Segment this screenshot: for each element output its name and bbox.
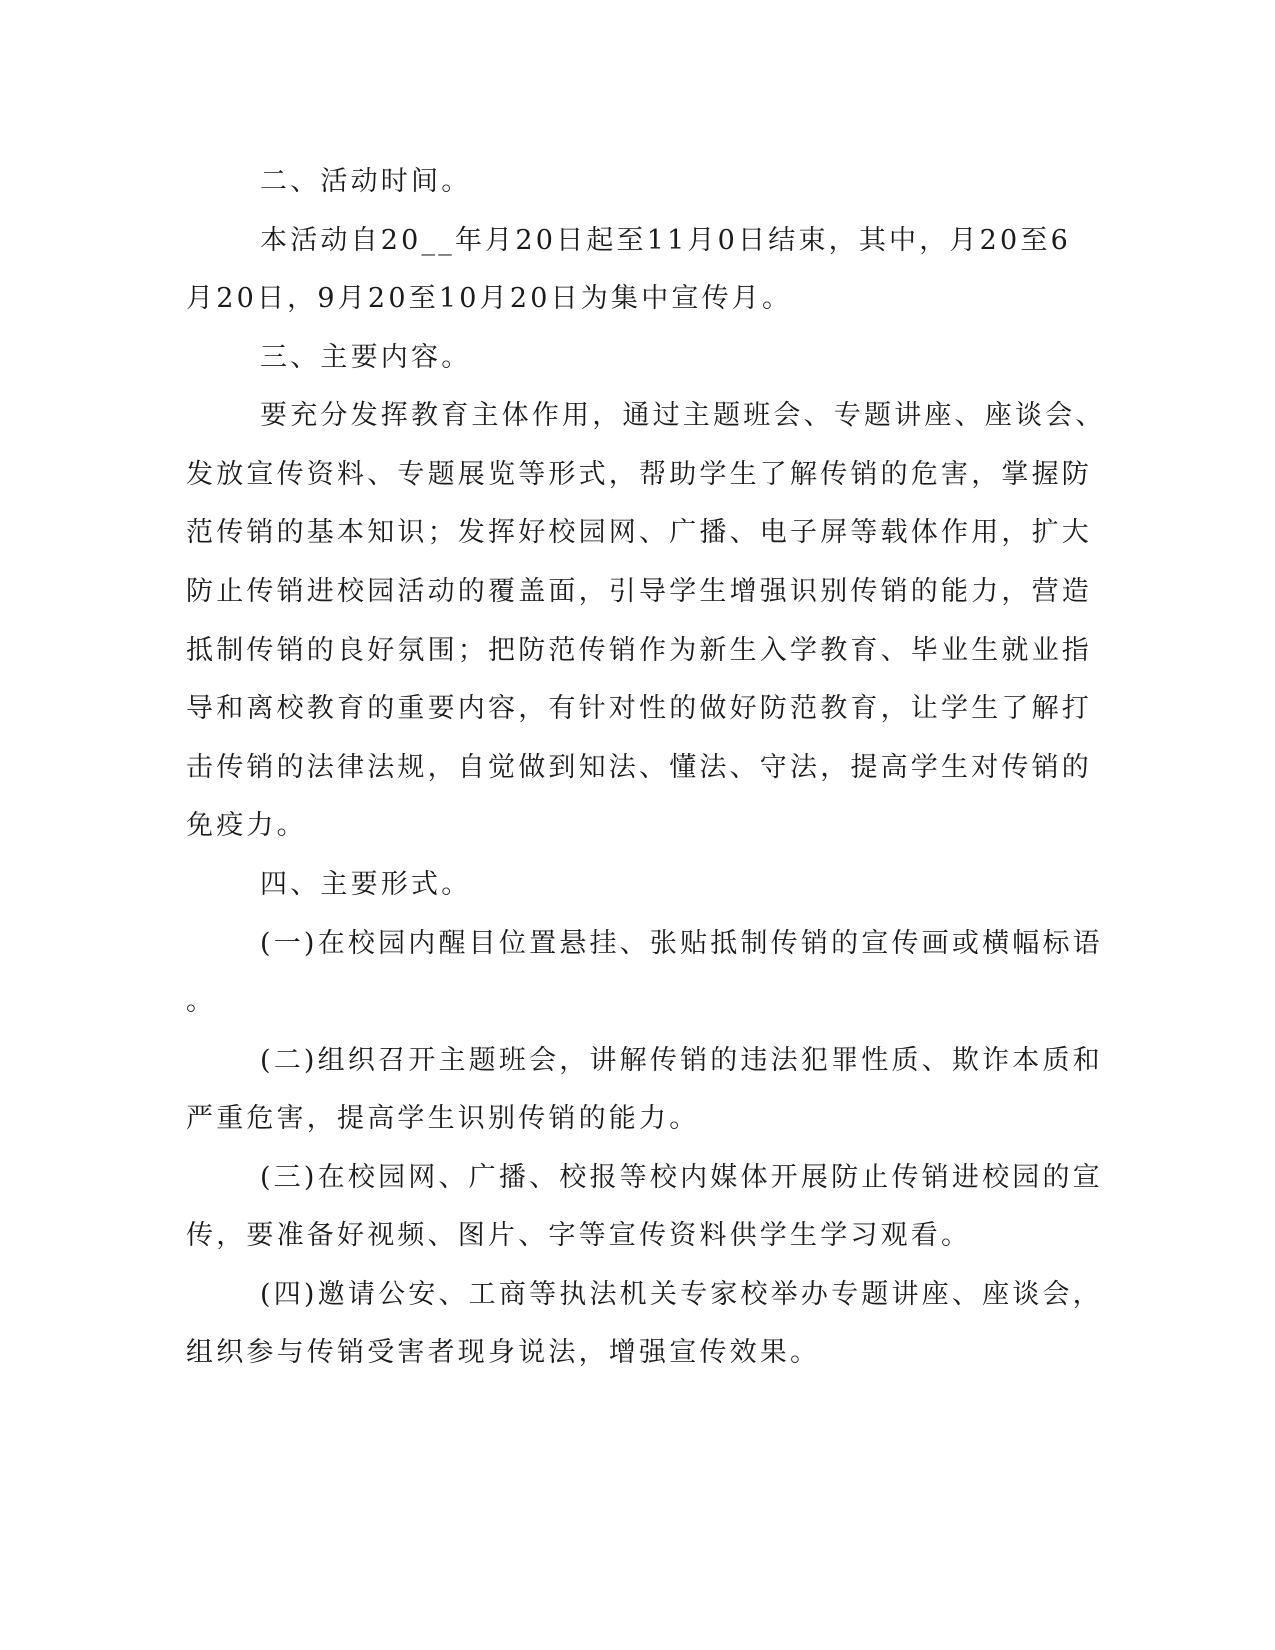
paragraph-line: 击传销的法律法规，自觉做到知法、懂法、守法，提高学生对传销的 (186, 752, 1092, 783)
list-item-4: (四)邀请公安、工商等执法机关专家校举办专题讲座、座谈会， (260, 1279, 1103, 1310)
list-item-3: (三)在校园网、广播、校报等校内媒体开展防止传销进校园的宣 (260, 1162, 1103, 1193)
paragraph-line: 发放宣传资料、专题展览等形式，帮助学生了解传销的危害，掌握防 (186, 459, 1092, 490)
list-item-2-continuation: 严重危害，提高学生识别传销的能力。 (186, 1103, 700, 1134)
paragraph-line: 月20日，9月20至10月20日为集中宣传月。 (186, 283, 793, 314)
list-item-1: (一)在校园内醒目位置悬挂、张贴抵制传销的宣传画或横幅标语 (260, 928, 1103, 959)
paragraph-line: 要充分发挥教育主体作用，通过主题班会、专题讲座、座谈会、 (260, 400, 1106, 431)
list-item-2: (二)组织召开主题班会，讲解传销的违法犯罪性质、欺诈本质和 (260, 1045, 1103, 1076)
heading-main-forms: 四、主要形式。 (260, 869, 472, 900)
paragraph-line: 免疫力。 (186, 810, 307, 841)
paragraph-line: 范传销的基本知识；发挥好校园网、广播、电子屏等载体作用，扩大 (186, 517, 1092, 548)
heading-main-content: 三、主要内容。 (260, 342, 472, 373)
paragraph-line: 本活动自20__年月20日起至11月0日结束，其中，月20至6 (260, 225, 1071, 256)
list-item-1-continuation: 。 (186, 986, 217, 1017)
heading-activity-time: 二、活动时间。 (260, 166, 472, 197)
paragraph-line: 防止传销进校园活动的覆盖面，引导学生增强识别传销的能力，营造 (186, 576, 1092, 607)
list-item-3-continuation: 传，要准备好视频、图片、字等宣传资料供学生学习观看。 (186, 1220, 972, 1251)
paragraph-line: 抵制传销的良好氛围；把防范传销作为新生入学教育、毕业生就业指 (186, 635, 1092, 666)
list-item-4-continuation: 组织参与传销受害者现身说法，增强宣传效果。 (186, 1337, 821, 1368)
paragraph-line: 导和离校教育的重要内容，有针对性的做好防范教育，让学生了解打 (186, 693, 1092, 724)
